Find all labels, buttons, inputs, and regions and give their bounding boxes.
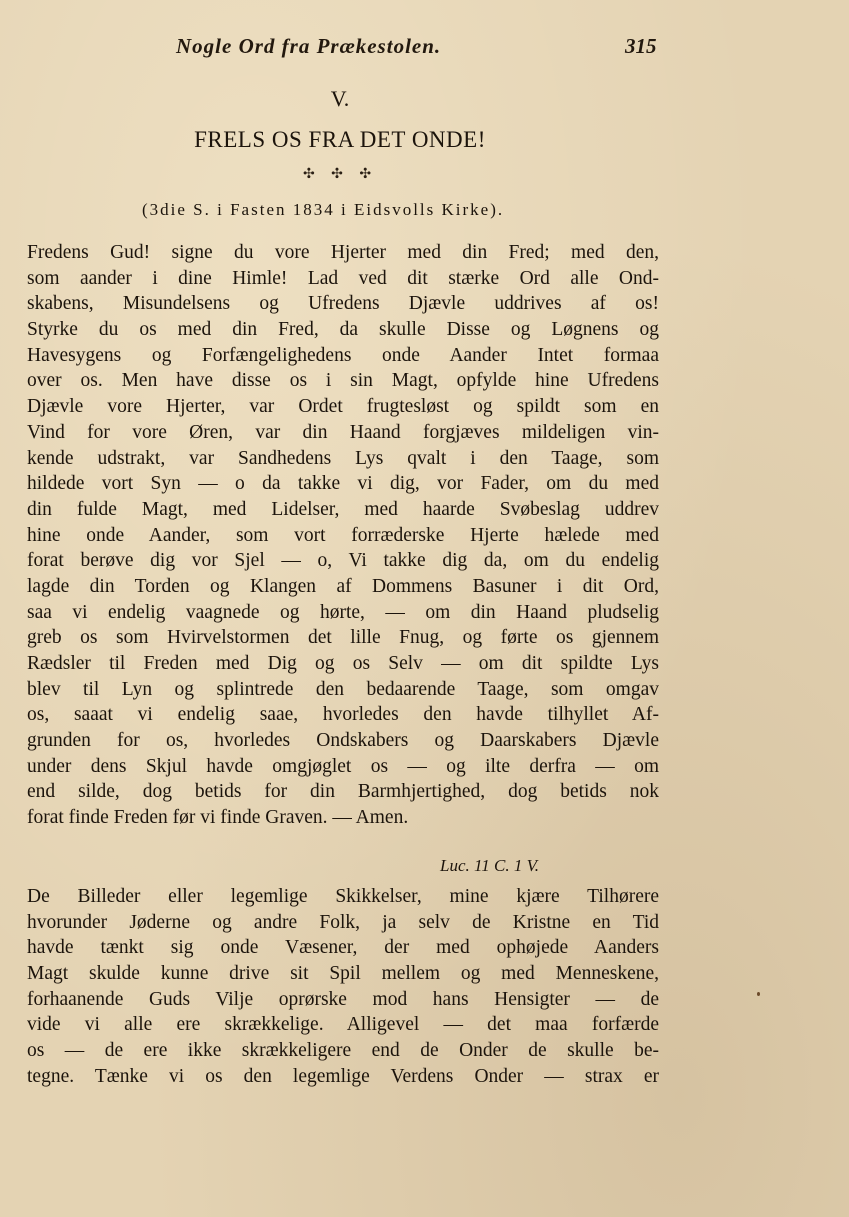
page-number: 315 bbox=[625, 34, 657, 58]
text-line: skabens, Misundelsens og Ufredens Djævle uddrives af os! bbox=[27, 293, 659, 315]
text-line: Fredens Gud! signe du vore Hjerter med din Fred; med den, bbox=[27, 242, 659, 263]
text-line: Rædsler til Freden med Dig og os Selv — om dit spildte Lys bbox=[27, 653, 659, 674]
text-line: tegne. Tænke vi os den legemlige Verdens Onder — strax er bbox=[27, 1065, 659, 1087]
text-line: Havesygens og Forfængelighedens onde Aander Intet formaa bbox=[27, 344, 659, 366]
section-title: FRELS OS FRA DET ONDE! bbox=[194, 127, 486, 152]
text-line: hildede vort Syn — o da takke vi dig, vor Fader, om du med bbox=[27, 473, 659, 495]
text-line: lagde din Torden og Klangen af Dommens Basuner i dit Ord, bbox=[27, 575, 659, 597]
text-line: under dens Skjul havde omgjøglet os — og ilte derfra — om bbox=[27, 755, 659, 777]
text-line: forat berøve dig vor Sjel — o, Vi takke dig da, om du endelig bbox=[27, 550, 659, 572]
text-line: Djævle vore Hjerter, var Ordet frugtesløst og spildt som en bbox=[27, 396, 659, 418]
text-line: saa vi endelig vaagnede og hørte, — om din Haand pludselig bbox=[27, 601, 659, 623]
text-line: os — de ere ikke skrækkeligere end de Onder de skulle be- bbox=[27, 1040, 659, 1062]
text-line: kende udstrakt, var Sandhedens Lys qvalt i den Taage, som bbox=[27, 447, 659, 469]
running-title: Nogle Ord fra Prækestolen. bbox=[176, 34, 442, 58]
text-line: grunden for os, hvorledes Ondskabers og Daarskabers Djævle bbox=[27, 730, 659, 752]
ornament-divider: ✣ ✣ ✣ bbox=[302, 166, 378, 182]
text-line: forat finde Freden før vi finde Graven. — Amen. bbox=[27, 807, 409, 829]
text-line: din fulde Magt, med Lidelser, med haarde Svøbeslag uddrev bbox=[27, 498, 659, 520]
text-line: os, saaat vi endelig saae, hvorledes den havde tilhyllet Af- bbox=[27, 704, 659, 726]
text-line: greb os som Hvirvelstormen det lille Fnug, og førte os gjennem bbox=[27, 627, 659, 649]
text-line: hine onde Aander, som vort forræderske Hjerte hælede med bbox=[27, 524, 659, 546]
prayer-paragraph bbox=[27, 240, 659, 831]
text-line: over os. Men have disse os i sin Magt, opfylde hine Ufredens bbox=[27, 370, 659, 392]
text-line: forhaanende Guds Vilje oprørske mod hans Hensigter — de bbox=[27, 988, 659, 1010]
text-line: De Billeder eller legemlige Skikkelser, mine kjære Tilhørere bbox=[27, 886, 659, 907]
section-number: V. bbox=[330, 86, 350, 111]
text-line: som aander i dine Himle! Lad ved dit stærke Ord alle Ond- bbox=[27, 267, 659, 289]
text-line: blev til Lyn og splintrede den bedaarende Taage, som omgav bbox=[27, 678, 659, 700]
text-line: Vind for vore Øren, var din Haand forgjæves mildeligen vin- bbox=[27, 421, 659, 443]
text-line: Styrke du os med din Fred, da skulle Disse og Løgnens og bbox=[27, 319, 659, 341]
text-line: havde tænkt sig onde Væsener, der med ophøjede Aanders bbox=[27, 937, 659, 959]
paper-speck bbox=[757, 992, 760, 996]
text-line: end silde, dog betids for din Barmhjertighed, dog betids nok bbox=[27, 781, 659, 803]
sermon-paragraph bbox=[27, 884, 659, 1090]
text-line: hvorunder Jøderne og andre Folk, ja selv de Kristne en Tid bbox=[27, 911, 659, 933]
text-line: vide vi alle ere skrækkelige. Alligevel — det maa forfærde bbox=[27, 1014, 659, 1036]
text-line: Magt skulde kunne drive sit Spil mellem og med Menneskene, bbox=[27, 963, 659, 985]
section-subtitle: (3die S. i Fasten 1834 i Eidsvolls Kirke). bbox=[142, 200, 505, 219]
scripture-reference: Luc. 11 C. 1 V. bbox=[440, 856, 540, 875]
